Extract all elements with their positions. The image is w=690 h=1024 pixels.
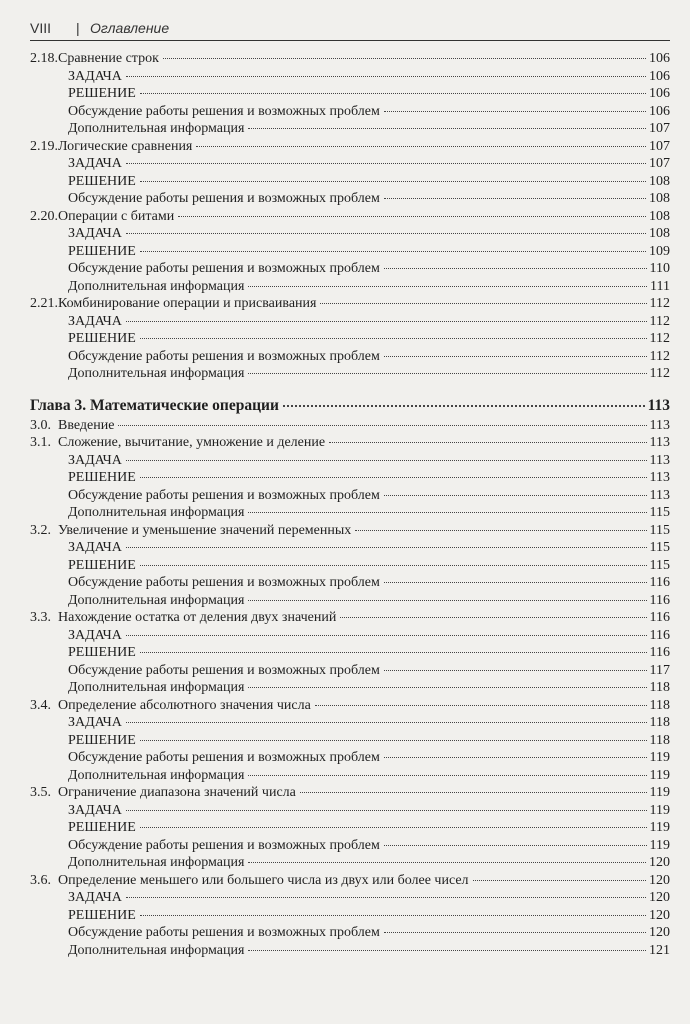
- toc-entry-title: [68, 225, 122, 243]
- dot-leader: [384, 355, 647, 357]
- page-number: 108: [649, 191, 670, 206]
- entry-text: Обсуждение работы решения и возможных проблем: [68, 837, 380, 853]
- page-number: 108: [649, 208, 670, 224]
- dot-leader: [140, 651, 647, 653]
- section-number: 3.6.: [30, 872, 51, 888]
- toc-entry-title: [68, 942, 244, 960]
- entry-text: Обсуждение работы решения и возможных проблем: [68, 487, 380, 503]
- page-number: 120: [649, 907, 670, 923]
- dot-leader: [140, 826, 647, 828]
- entry-text: РЕШЕНИЕ: [68, 557, 136, 573]
- toc-sub-entry[interactable]: [30, 924, 670, 942]
- entry-text: Определение меньшего или большего числа из двух или более чисел: [58, 872, 469, 888]
- page-number: 108: [649, 173, 670, 189]
- dot-leader: [178, 215, 646, 217]
- toc-entry-title: [68, 173, 136, 191]
- toc-sub-entry[interactable]: [30, 644, 670, 662]
- toc-entry-title: [68, 155, 122, 173]
- toc-entry-title: [30, 50, 159, 68]
- header-page-number: VIII: [30, 20, 52, 36]
- dot-leader: [126, 232, 646, 234]
- page-number: 116: [649, 592, 670, 608]
- toc-sub-entry[interactable]: [30, 802, 670, 820]
- page-number: 113: [649, 487, 670, 503]
- page-number: 108: [649, 226, 670, 241]
- toc-sub-entry[interactable]: [30, 85, 670, 103]
- toc-entry-title: [68, 854, 244, 872]
- page-number: 120: [649, 890, 670, 905]
- toc-entry-title: [68, 68, 122, 86]
- page-number: 119: [649, 820, 670, 835]
- toc-entry-title: [68, 767, 244, 785]
- entry-text: Дополнительная информация: [68, 680, 245, 695]
- dot-leader: [384, 844, 647, 846]
- toc-entry-title: [68, 260, 380, 278]
- dot-leader: [384, 756, 647, 758]
- toc-entry-title: [68, 924, 380, 942]
- toc-entry-title: [68, 243, 136, 261]
- entry-text: РЕШЕНИЕ: [68, 907, 136, 923]
- toc-entry-title: [68, 487, 380, 505]
- entry-text: Глава 3. Математические операции: [30, 396, 279, 414]
- entry-text: ЗАДАЧА: [68, 802, 122, 818]
- page-number: 106: [649, 103, 670, 119]
- header-title: Оглавление: [90, 20, 170, 36]
- entry-text: Введение: [58, 417, 115, 433]
- dot-leader: [140, 739, 647, 741]
- toc-entry-title: [68, 504, 244, 522]
- page-number: 112: [649, 348, 670, 364]
- toc-section-entry[interactable]: [30, 50, 670, 68]
- toc-entry-title: [68, 802, 122, 820]
- toc-sub-entry[interactable]: [30, 819, 670, 837]
- toc-section-entry[interactable]: [30, 434, 670, 452]
- toc-chapter-entry[interactable]: [30, 395, 670, 417]
- dot-leader: [140, 564, 647, 566]
- toc-sub-entry[interactable]: [30, 662, 670, 680]
- entry-text: Дополнительная информация: [68, 278, 245, 294]
- page-number: 113: [649, 470, 670, 485]
- toc-sub-entry[interactable]: [30, 714, 670, 732]
- toc-entry-title: [30, 609, 336, 627]
- page-number: 120: [649, 855, 670, 870]
- entry-text: ЗАДАЧА: [68, 156, 122, 171]
- toc-section-entry[interactable]: [30, 522, 670, 540]
- toc-entry-title: [68, 539, 122, 557]
- section-number: 2.19.: [30, 138, 58, 154]
- entry-text: Операции с битами: [58, 208, 175, 224]
- dot-leader: [248, 949, 646, 951]
- dot-leader: [140, 914, 646, 916]
- page-number: 109: [649, 243, 670, 259]
- toc-section-entry[interactable]: [30, 609, 670, 627]
- toc-entry-title: [68, 644, 136, 662]
- page-number: 106: [649, 51, 670, 66]
- dot-leader: [248, 127, 646, 129]
- dot-leader: [248, 285, 647, 287]
- dot-leader: [248, 686, 646, 688]
- entry-text: Дополнительная информация: [68, 121, 245, 136]
- dot-leader: [126, 459, 647, 461]
- dot-leader: [140, 92, 646, 94]
- entry-text: Обсуждение работы решения и возможных проблем: [68, 261, 380, 276]
- toc-sub-entry[interactable]: [30, 68, 670, 86]
- entry-text: Увеличение и уменьшение значений переменных: [58, 522, 352, 538]
- toc-entry-title: [30, 872, 469, 890]
- entry-text: ЗАДАЧА: [68, 452, 122, 468]
- dot-leader: [384, 197, 646, 199]
- toc-sub-entry[interactable]: [30, 837, 670, 855]
- page-number: 120: [649, 872, 670, 888]
- toc-entry-title: [30, 697, 311, 715]
- entry-text: ЗАДАЧА: [68, 627, 122, 643]
- toc-entry-title: [68, 592, 244, 610]
- toc-sub-entry[interactable]: [30, 330, 670, 348]
- page-number: 107: [649, 156, 670, 171]
- dot-leader: [126, 896, 646, 898]
- entry-text: Обсуждение работы решения и возможных проблем: [68, 662, 380, 678]
- page-number: 119: [649, 785, 670, 800]
- toc-entry-title: [68, 190, 380, 208]
- page-number: 115: [649, 540, 670, 555]
- toc-entry-title: [68, 732, 136, 750]
- toc-entry-title: [30, 395, 279, 417]
- entry-text: РЕШЕНИЕ: [68, 645, 136, 660]
- dot-leader: [384, 494, 647, 496]
- toc-entry-title: [68, 85, 136, 103]
- dot-leader: [196, 145, 646, 147]
- toc-entry-title: [68, 819, 136, 837]
- entry-text: РЕШЕНИЕ: [68, 470, 136, 485]
- section-number: 3.4.: [30, 697, 51, 713]
- toc-entry-title: [68, 452, 122, 470]
- entry-text: Дополнительная информация: [68, 942, 245, 958]
- toc-sub-entry[interactable]: [30, 365, 670, 383]
- dot-leader: [248, 511, 646, 513]
- page-number: 113: [647, 396, 670, 414]
- page-number: 112: [649, 331, 670, 346]
- toc-sub-entry[interactable]: [30, 854, 670, 872]
- entry-text: ЗАДАЧА: [68, 226, 122, 241]
- dot-leader: [355, 529, 646, 531]
- toc-entry-title: [30, 208, 174, 226]
- toc-sub-entry[interactable]: [30, 278, 670, 296]
- toc-entry-title: [68, 365, 244, 383]
- entry-text: РЕШЕНИЕ: [68, 732, 136, 748]
- dot-leader: [140, 250, 646, 252]
- section-number: 3.5.: [30, 785, 51, 800]
- dot-leader: [283, 404, 645, 407]
- dot-leader: [473, 879, 646, 881]
- page-number: 117: [649, 662, 670, 678]
- entry-text: Обсуждение работы решения и возможных проблем: [68, 103, 380, 119]
- entry-text: Сложение, вычитание, умножение и деление: [58, 435, 326, 450]
- entry-text: РЕШЕНИЕ: [68, 86, 136, 101]
- dot-leader: [163, 57, 646, 59]
- page-number: 118: [649, 715, 670, 730]
- dot-leader: [126, 75, 646, 77]
- page-number: 115: [649, 505, 670, 520]
- entry-text: Дополнительная информация: [68, 767, 245, 783]
- page-number: 118: [649, 680, 670, 695]
- dot-leader: [384, 931, 646, 933]
- header-separator: |: [76, 20, 80, 36]
- page-number: 120: [649, 925, 670, 940]
- entry-text: Обсуждение работы решения и возможных проблем: [68, 925, 380, 940]
- dot-leader: [118, 424, 646, 426]
- toc-section-entry[interactable]: [30, 138, 670, 156]
- toc-sub-entry[interactable]: [30, 243, 670, 261]
- section-number: 2.21.: [30, 296, 58, 311]
- entry-text: ЗАДАЧА: [68, 313, 122, 329]
- entry-text: ЗАДАЧА: [68, 715, 122, 730]
- toc-section-entry[interactable]: [30, 784, 670, 802]
- running-header: [30, 16, 670, 41]
- toc-sub-entry[interactable]: [30, 539, 670, 557]
- dot-leader: [248, 599, 646, 601]
- toc-entry-title: [68, 120, 244, 138]
- toc-sub-entry[interactable]: [30, 749, 670, 767]
- toc-entry-title: [68, 837, 380, 855]
- page-number: 113: [649, 452, 670, 468]
- page-number: 106: [649, 86, 670, 101]
- page-number: 113: [649, 435, 670, 450]
- toc-entry-title: [68, 557, 136, 575]
- page-number: 112: [649, 296, 670, 311]
- page-number: 107: [649, 138, 670, 154]
- toc-entry-title: [68, 889, 122, 907]
- entry-text: Нахождение остатка от деления двух значений: [58, 610, 337, 625]
- entry-text: Сравнение строк: [58, 51, 159, 66]
- page-number: 118: [649, 732, 670, 748]
- page-number: 119: [649, 750, 670, 765]
- toc-sub-entry[interactable]: [30, 155, 670, 173]
- page-number: 116: [649, 627, 670, 643]
- toc-section-entry[interactable]: [30, 417, 670, 435]
- toc-sub-entry[interactable]: [30, 592, 670, 610]
- page-number: 119: [649, 767, 670, 783]
- entry-text: Определение абсолютного значения числа: [58, 697, 311, 713]
- section-number: 3.1.: [30, 435, 51, 450]
- dot-leader: [315, 704, 647, 706]
- toc-section-entry[interactable]: [30, 295, 670, 313]
- page-number: 119: [649, 802, 670, 818]
- page-number: 119: [649, 837, 670, 853]
- section-number: 2.18.: [30, 51, 58, 66]
- toc-entry-title: [68, 330, 136, 348]
- dot-leader: [126, 809, 647, 811]
- entry-text: РЕШЕНИЕ: [68, 243, 136, 259]
- entry-text: РЕШЕНИЕ: [68, 820, 136, 835]
- toc-sub-entry[interactable]: [30, 557, 670, 575]
- page-number: 112: [649, 313, 670, 329]
- toc-entry-title: [68, 278, 244, 296]
- toc-entry-title: [68, 313, 122, 331]
- dot-leader: [126, 162, 646, 164]
- entry-text: РЕШЕНИЕ: [68, 173, 136, 189]
- dot-leader: [384, 669, 647, 671]
- toc-sub-entry[interactable]: [30, 732, 670, 750]
- toc-sub-entry[interactable]: [30, 679, 670, 697]
- toc-sub-entry[interactable]: [30, 120, 670, 138]
- page-number: 111: [650, 278, 670, 294]
- dot-leader: [384, 267, 647, 269]
- section-number: 3.0.: [30, 417, 51, 433]
- toc-section-entry[interactable]: [30, 208, 670, 226]
- toc-sub-entry[interactable]: [30, 348, 670, 366]
- table-of-contents: [30, 50, 670, 959]
- entry-text: ЗАДАЧА: [68, 890, 122, 905]
- toc-sub-entry[interactable]: [30, 260, 670, 278]
- toc-sub-entry[interactable]: [30, 907, 670, 925]
- toc-entry-title: [68, 714, 122, 732]
- toc-entry-title: [68, 749, 380, 767]
- toc-sub-entry[interactable]: [30, 574, 670, 592]
- page-number: 106: [649, 68, 670, 84]
- dot-leader: [300, 791, 647, 793]
- toc-sub-entry[interactable]: [30, 469, 670, 487]
- toc-sub-entry[interactable]: [30, 889, 670, 907]
- dot-leader: [340, 616, 646, 618]
- entry-text: Обсуждение работы решения и возможных проблем: [68, 575, 380, 590]
- section-number: 2.20.: [30, 208, 58, 224]
- toc-sub-entry[interactable]: [30, 627, 670, 645]
- dot-leader: [140, 476, 647, 478]
- page-number: 121: [649, 942, 670, 958]
- entry-text: Комбинирование операции и присваивания: [58, 296, 317, 311]
- section-number: 3.3.: [30, 610, 51, 625]
- toc-sub-entry[interactable]: [30, 103, 670, 121]
- dot-leader: [384, 110, 646, 112]
- entry-text: Дополнительная информация: [68, 592, 245, 608]
- toc-section-entry[interactable]: [30, 872, 670, 890]
- entry-text: Обсуждение работы решения и возможных проблем: [68, 191, 380, 206]
- entry-text: РЕШЕНИЕ: [68, 331, 136, 346]
- toc-entry-title: [30, 138, 192, 156]
- toc-sub-entry[interactable]: [30, 452, 670, 470]
- toc-entry-title: [30, 522, 351, 540]
- toc-entry-title: [68, 348, 380, 366]
- dot-leader: [329, 441, 646, 443]
- page-number: 118: [649, 697, 670, 713]
- entry-text: Дополнительная информация: [68, 505, 245, 520]
- toc-sub-entry[interactable]: [30, 173, 670, 191]
- toc-entry-title: [68, 627, 122, 645]
- dot-leader: [248, 372, 646, 374]
- dot-leader: [126, 634, 647, 636]
- entry-text: Обсуждение работы решения и возможных проблем: [68, 348, 380, 364]
- dot-leader: [140, 180, 646, 182]
- page-number: 115: [649, 557, 670, 573]
- toc-entry-title: [68, 679, 244, 697]
- entry-text: Дополнительная информация: [68, 366, 245, 381]
- page-number: 110: [649, 261, 670, 276]
- chapter-spacer: [30, 383, 670, 389]
- toc-entry-title: [30, 784, 296, 802]
- page-number: 115: [649, 522, 670, 538]
- toc-entry-title: [68, 907, 136, 925]
- page-number: 113: [649, 417, 670, 433]
- entry-text: Ограничение диапазона значений числа: [58, 785, 296, 800]
- toc-entry-title: [68, 574, 380, 592]
- toc-entry-title: [68, 103, 380, 121]
- toc-section-entry[interactable]: [30, 697, 670, 715]
- dot-leader: [320, 302, 646, 304]
- entry-text: Дополнительная информация: [68, 855, 245, 870]
- toc-entry-title: [68, 662, 380, 680]
- toc-sub-entry[interactable]: [30, 313, 670, 331]
- dot-leader: [126, 320, 647, 322]
- toc-sub-entry[interactable]: [30, 225, 670, 243]
- toc-sub-entry[interactable]: [30, 767, 670, 785]
- page-number: 107: [649, 121, 670, 136]
- dot-leader: [126, 721, 647, 723]
- dot-leader: [384, 581, 647, 583]
- section-number: 3.2.: [30, 522, 51, 538]
- page-number: 116: [649, 575, 670, 590]
- toc-entry-title: [68, 469, 136, 487]
- page-number: 112: [649, 366, 670, 381]
- toc-entry-title: [30, 417, 114, 435]
- entry-text: Обсуждение работы решения и возможных проблем: [68, 750, 380, 765]
- page-number: 116: [649, 645, 670, 660]
- toc-entry-title: [30, 295, 316, 313]
- entry-text: ЗАДАЧА: [68, 68, 122, 84]
- entry-text: Логические сравнения: [58, 138, 193, 154]
- entry-text: ЗАДАЧА: [68, 540, 122, 555]
- page-number: 116: [649, 610, 670, 625]
- toc-sub-entry[interactable]: [30, 504, 670, 522]
- dot-leader: [140, 337, 647, 339]
- dot-leader: [248, 861, 646, 863]
- toc-sub-entry[interactable]: [30, 190, 670, 208]
- dot-leader: [126, 546, 647, 548]
- toc-sub-entry[interactable]: [30, 942, 670, 960]
- toc-sub-entry[interactable]: [30, 487, 670, 505]
- toc-entry-title: [30, 434, 325, 452]
- dot-leader: [248, 774, 646, 776]
